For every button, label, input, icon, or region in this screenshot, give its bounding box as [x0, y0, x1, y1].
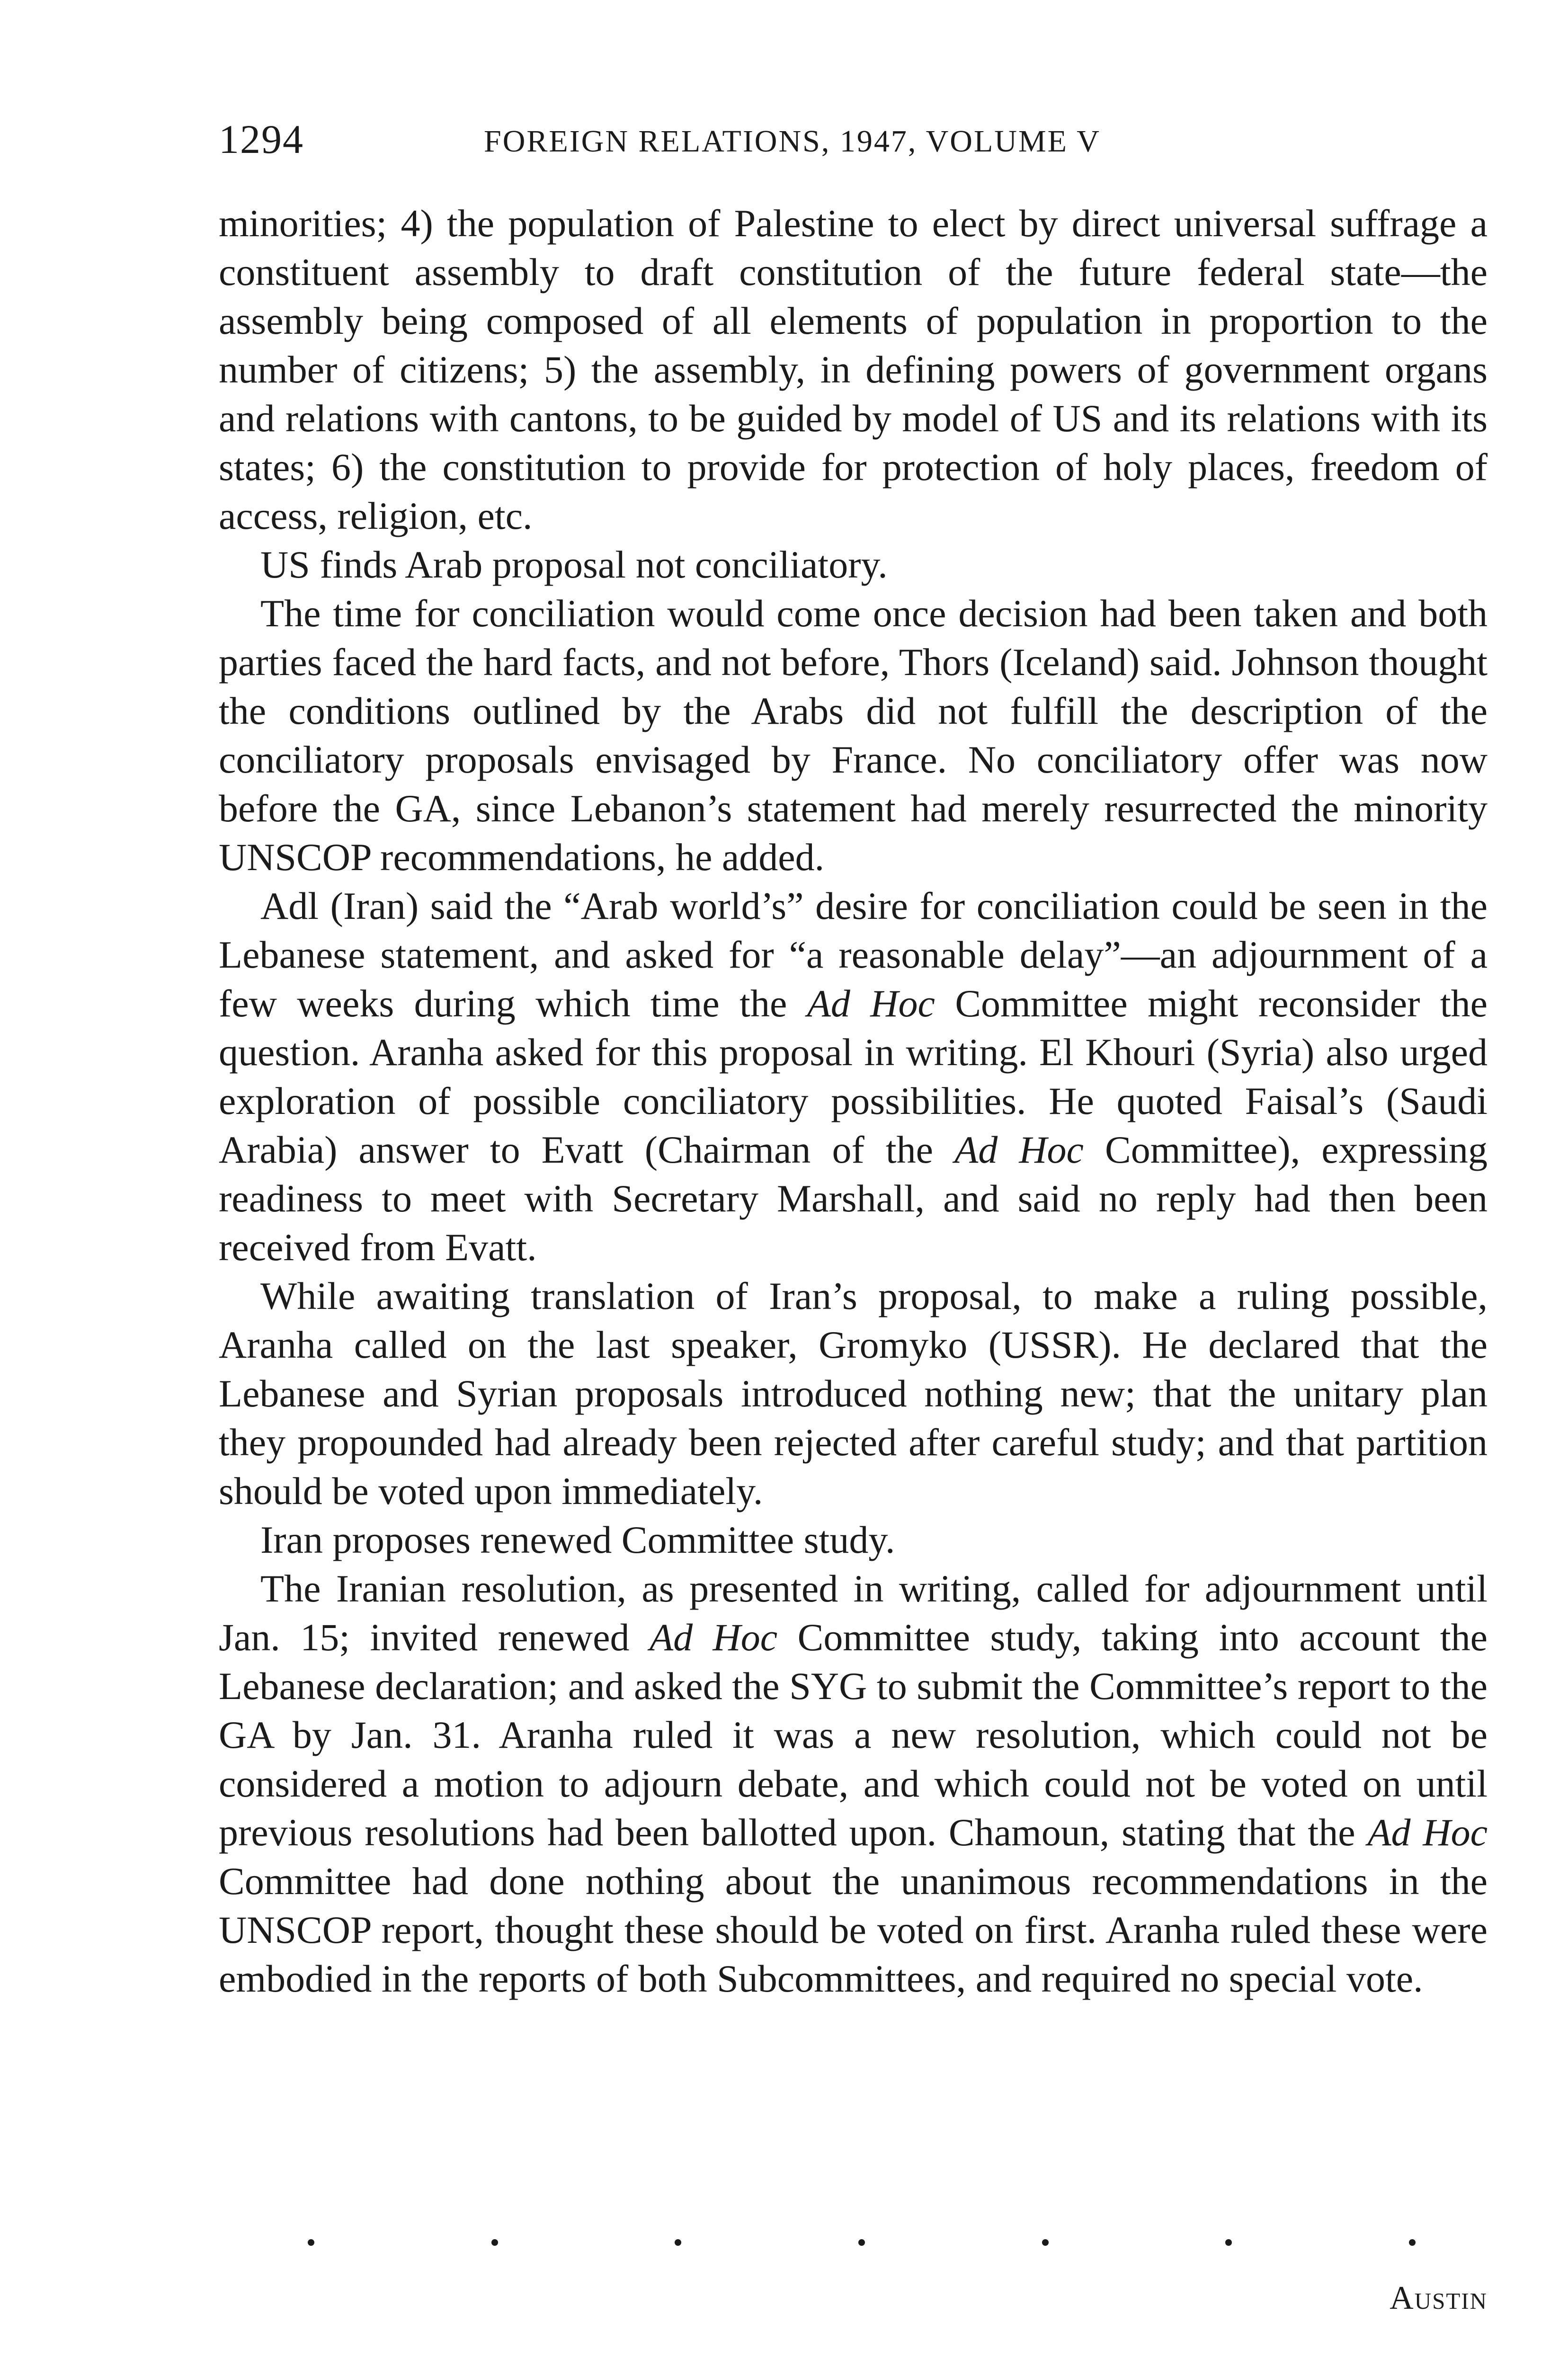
page-number: 1294 [219, 116, 304, 162]
italic-term: Ad Hoc [1367, 1811, 1488, 1854]
signature: Austin [1390, 2280, 1488, 2316]
italic-term: Ad Hoc [807, 982, 935, 1025]
paragraph-summary-us: US finds Arab proposal not conciliatory. [260, 543, 888, 586]
omission-ellipsis [308, 2239, 1416, 2246]
italic-term: Ad Hoc [649, 1616, 778, 1659]
paragraph-iran-delay: Adl (Iran) said the “Arab world’s” desire for conciliation could be seen in the Lebanese statement, and asked for “a reasonable delay”—an adjournment of a few weeks during which time the Ad Hoc Committee might reconsider the question. Aranha asked for this proposal in writing. El Khouri (Syria) also urged exploration of possible conciliatory possibilities. He quoted Faisal’s (Saudi Arabia) answer to Evatt (Chairman of the Ad Hoc Committee), expressing readiness to meet with Secretary Marshall, and said no reply had then been received from Evatt. [219, 884, 1488, 1269]
paragraph-summary-iran: Iran proposes renewed Committee study. [260, 1518, 895, 1561]
running-header [219, 116, 1246, 168]
ellipsis-dot [1225, 2239, 1232, 2246]
ellipsis-dot [308, 2239, 314, 2246]
ellipsis-dot [491, 2239, 498, 2246]
ellipsis-dot [675, 2239, 681, 2246]
ellipsis-dot [1042, 2239, 1049, 2246]
paragraph-gromyko: While awaiting translation of Iran’s proposal, to make a ruling possible, Aranha called on the last speaker, Gromyko (USSR). He declared that the Lebanese and Syrian proposals introduced nothing new; that the unitary plan they propounded had already been rejected after careful study; and that partition should be voted upon immediately. [219, 1274, 1488, 1513]
paragraph-iranian-resolution: The Iranian resolution, as presented in writing, called for adjournment until Jan. 15; invited renewed Ad Hoc Committee study, taking into account the Lebanese declaration; and asked the SYG to submit the Committee’s report to the GA by Jan. 31. Aranha ruled it was a new resolution, which could not be considered a motion to adjourn debate, and which could not be voted on until previous resolutions had been ballotted upon. Chamoun, stating that the Ad Hoc Committee had done nothing about the unanimous recommendations in the UNSCOP report, thought these should be voted on first. Aranha ruled these were embodied in the reports of both Subcommittees, and required no special vote. [219, 1567, 1488, 2000]
ellipsis-dot [1409, 2239, 1416, 2246]
ellipsis-dot [858, 2239, 865, 2246]
paragraph-conciliation: The time for conciliation would come once decision had been taken and both parties faced the hard facts, and not before, Thors (Iceland) said. Johnson thought the conditions outlined by the Arabs did not fulfill the description of the conciliatory proposals envisaged by France. No conciliatory offer was now before the GA, since Lebanon’s statement had merely resurrected the minority UNSCOP recommendations, he added. [219, 592, 1488, 879]
italic-term: Ad Hoc [954, 1128, 1084, 1171]
paragraph-continued: minorities; 4) the population of Palestine to elect by direct universal suffrage a constituent assembly to draft constitution of the future federal state—the assembly being composed of all elements of population in proportion to the number of citizens; 5) the assembly, in defining powers of government organs and relations with cantons, to be guided by model of US and its relations with its states; 6) the constitution to provide for protection of holy places, freedom of access, religion, etc. [219, 202, 1488, 537]
running-title: FOREIGN RELATIONS, 1947, VOLUME V [484, 124, 1101, 159]
body-text [219, 199, 1488, 2003]
